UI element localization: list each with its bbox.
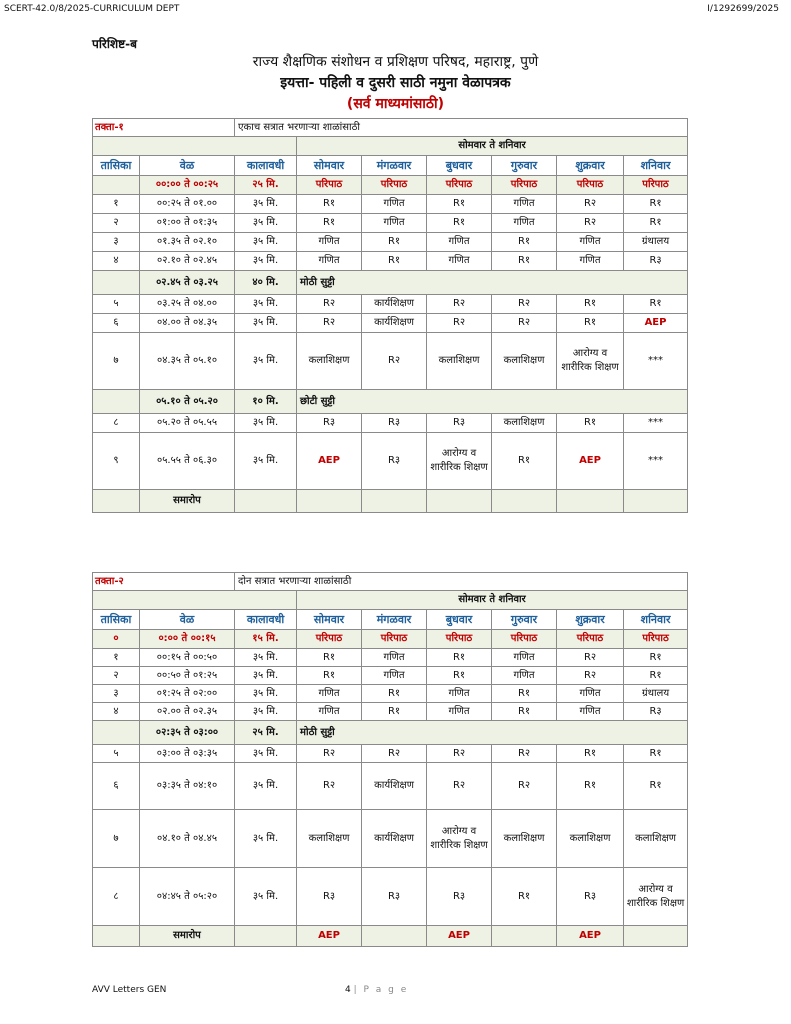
empty-cell <box>93 137 297 156</box>
day-cell: R२ <box>297 763 362 810</box>
table-caption: दोन सत्रात भरणाऱ्या शाळांसाठी <box>235 573 688 591</box>
day-cell <box>362 926 427 947</box>
day-cell: गणित <box>427 252 492 271</box>
day-cell: R२ <box>427 295 492 314</box>
day-cell: गणित <box>362 195 427 214</box>
closing-label: समारोप <box>140 926 235 947</box>
day-cell: R३ <box>297 414 362 433</box>
empty-cell <box>235 490 297 513</box>
break-label: मोठी सुट्टी <box>297 721 688 745</box>
day-cell: परिपाठ <box>492 176 557 195</box>
period-duration: ३५ मि. <box>235 214 297 233</box>
doc-inward-number: I/1292699/2025 <box>707 4 779 14</box>
day-cell: गणित <box>557 233 624 252</box>
day-cell: परिपाठ <box>624 176 688 195</box>
day-cell: R२ <box>362 745 427 763</box>
table-label: तक्ता-२ <box>93 573 235 591</box>
day-cell: R२ <box>297 314 362 333</box>
day-cell: R१ <box>624 667 688 685</box>
break-duration: २५ मि. <box>235 721 297 745</box>
page-label: | P a g e <box>353 985 409 995</box>
day-cell <box>427 490 492 513</box>
empty-cell <box>93 390 140 414</box>
period-number: ७ <box>93 810 140 868</box>
day-cell: R२ <box>557 195 624 214</box>
table-row <box>93 630 688 649</box>
day-cell: R३ <box>427 868 492 926</box>
table-row <box>93 763 688 810</box>
period-duration: ३५ मि. <box>235 233 297 252</box>
day-cell <box>492 926 557 947</box>
day-cell: गणित <box>492 195 557 214</box>
day-cell: R२ <box>557 667 624 685</box>
day-cell: *** <box>624 433 688 490</box>
column-header: सोमवार <box>297 156 362 176</box>
day-cell: कार्यशिक्षण <box>362 763 427 810</box>
table-caption: एकाच सत्रात भरणाऱ्या शाळांसाठी <box>235 119 688 137</box>
timetable-1 <box>92 118 688 513</box>
day-cell: *** <box>624 333 688 390</box>
day-cell: R१ <box>624 649 688 667</box>
period-duration: ३५ मि. <box>235 649 297 667</box>
period-number: ४ <box>93 703 140 721</box>
column-header: शुक्रवार <box>557 610 624 630</box>
period-number: ३ <box>93 685 140 703</box>
period-duration: ३५ मि. <box>235 745 297 763</box>
empty-cell <box>93 926 140 947</box>
period-duration: ३५ मि. <box>235 195 297 214</box>
day-cell: AEP <box>557 926 624 947</box>
day-cell: गणित <box>557 252 624 271</box>
column-header: कालावधी <box>235 156 297 176</box>
day-cell: R२ <box>492 763 557 810</box>
period-time: ०४:४५ ते ०५:२० <box>140 868 235 926</box>
day-cell: आरोग्य व शारीरिक शिक्षण <box>427 433 492 490</box>
table-row <box>93 745 688 763</box>
day-cell: AEP <box>297 926 362 947</box>
table-row <box>93 271 688 295</box>
day-cell <box>297 490 362 513</box>
column-header: गुरुवार <box>492 156 557 176</box>
break-duration: ४० मि. <box>235 271 297 295</box>
period-duration: ३५ मि. <box>235 295 297 314</box>
day-cell: परिपाठ <box>362 176 427 195</box>
day-cell: R३ <box>297 868 362 926</box>
period-number: ७ <box>93 333 140 390</box>
period-duration: ३५ मि. <box>235 667 297 685</box>
day-cell: AEP <box>557 433 624 490</box>
break-time: ०२:३५ ते ०३:०० <box>140 721 235 745</box>
day-cell: कलाशिक्षण <box>624 810 688 868</box>
period-duration: ३५ मि. <box>235 763 297 810</box>
period-number: ५ <box>93 295 140 314</box>
day-cell: गणित <box>362 667 427 685</box>
day-cell: ग्रंथालय <box>624 233 688 252</box>
table-row <box>93 433 688 490</box>
period-duration: ३५ मि. <box>235 252 297 271</box>
period-number: ६ <box>93 314 140 333</box>
appendix-label: परिशिष्ट-ब <box>92 37 137 51</box>
day-cell: R३ <box>362 868 427 926</box>
day-cell: कलाशिक्षण <box>297 333 362 390</box>
day-cell: R२ <box>297 745 362 763</box>
day-cell: R१ <box>492 433 557 490</box>
period-time: ०५.५५ ते ०६.३० <box>140 433 235 490</box>
period-duration: ३५ मि. <box>235 685 297 703</box>
period-duration: ३५ मि. <box>235 433 297 490</box>
period-time: ०४.०० ते ०४.३५ <box>140 314 235 333</box>
day-cell: गणित <box>492 214 557 233</box>
table-row <box>93 214 688 233</box>
day-cell: कलाशिक्षण <box>492 810 557 868</box>
table-row <box>93 233 688 252</box>
day-cell: R३ <box>427 414 492 433</box>
day-cell: कार्यशिक्षण <box>362 810 427 868</box>
period-time: ०१:०० ते ०१:३५ <box>140 214 235 233</box>
day-cell: कलाशिक्षण <box>492 333 557 390</box>
period-number: २ <box>93 667 140 685</box>
column-header: तासिका <box>93 156 140 176</box>
day-cell: AEP <box>427 926 492 947</box>
day-cell: आरोग्य व शारीरिक शिक्षण <box>557 333 624 390</box>
day-cell: R१ <box>492 252 557 271</box>
day-cell: परिपाठ <box>624 630 688 649</box>
empty-cell <box>93 271 140 295</box>
day-cell: गणित <box>427 685 492 703</box>
period-time: ०४.३५ ते ०५.१० <box>140 333 235 390</box>
day-cell: *** <box>624 414 688 433</box>
day-cell: कलाशिक्षण <box>557 810 624 868</box>
day-cell: गणित <box>362 214 427 233</box>
day-cell: R१ <box>557 414 624 433</box>
table-row <box>93 176 688 195</box>
day-cell: R१ <box>557 745 624 763</box>
day-cell: R१ <box>297 667 362 685</box>
day-cell: R२ <box>427 745 492 763</box>
day-cell <box>557 490 624 513</box>
day-cell: R१ <box>624 745 688 763</box>
column-header: वेळ <box>140 156 235 176</box>
page-number <box>345 985 408 995</box>
day-cell: R१ <box>557 314 624 333</box>
days-range-label: सोमवार ते शनिवार <box>297 591 688 610</box>
day-cell: R१ <box>427 649 492 667</box>
day-cell: R१ <box>624 195 688 214</box>
period-time: ०१.३५ ते ०२.१० <box>140 233 235 252</box>
day-cell: AEP <box>297 433 362 490</box>
day-cell: R१ <box>427 195 492 214</box>
day-cell: परिपाठ <box>557 630 624 649</box>
day-cell: गणित <box>557 703 624 721</box>
column-header: मंगळवार <box>362 156 427 176</box>
day-cell: गणित <box>297 252 362 271</box>
day-cell: कलाशिक्षण <box>427 333 492 390</box>
day-cell: गणित <box>492 649 557 667</box>
day-cell: परिपाठ <box>557 176 624 195</box>
day-cell: R१ <box>362 685 427 703</box>
org-title: राज्य शैक्षणिक संशोधन व प्रशिक्षण परिषद, महाराष्ट्र, पुणे <box>252 54 539 70</box>
day-cell: परिपाठ <box>492 630 557 649</box>
timetable-subtitle: (सर्व माध्यमांसाठी) <box>346 96 445 112</box>
day-cell: R३ <box>624 252 688 271</box>
day-cell: R१ <box>492 703 557 721</box>
table-row <box>93 868 688 926</box>
day-cell: R२ <box>427 763 492 810</box>
period-number: ३ <box>93 233 140 252</box>
column-header: कालावधी <box>235 610 297 630</box>
day-cell: गणित <box>297 685 362 703</box>
period-duration: ३५ मि. <box>235 810 297 868</box>
period-number: १ <box>93 649 140 667</box>
table-row <box>93 314 688 333</box>
table-row <box>93 926 688 947</box>
day-cell: R२ <box>427 314 492 333</box>
table-label: तक्ता-१ <box>93 119 235 137</box>
period-duration: २५ मि. <box>235 176 297 195</box>
day-cell: R१ <box>297 649 362 667</box>
page-num: 4 <box>345 985 351 995</box>
day-cell <box>624 490 688 513</box>
timetable-title: इयत्ता- पहिली व दुसरी साठी नमुना वेळापत्रक <box>280 75 511 91</box>
table-row <box>93 333 688 390</box>
period-time: ००:०० ते ००:२५ <box>140 176 235 195</box>
day-cell: गणित <box>297 233 362 252</box>
days-range-label: सोमवार ते शनिवार <box>297 137 688 156</box>
table-row <box>93 490 688 513</box>
period-time: ०४.१० ते ०४.४५ <box>140 810 235 868</box>
table-row <box>93 667 688 685</box>
day-cell: R१ <box>297 195 362 214</box>
day-cell: R२ <box>492 745 557 763</box>
table-row <box>93 252 688 271</box>
day-cell: R१ <box>492 233 557 252</box>
period-duration: ३५ मि. <box>235 333 297 390</box>
day-cell: ग्रंथालय <box>624 685 688 703</box>
period-time: ०३.२५ ते ०४.०० <box>140 295 235 314</box>
day-cell: R३ <box>624 703 688 721</box>
column-header: वेळ <box>140 610 235 630</box>
column-header: तासिका <box>93 610 140 630</box>
period-number: ८ <box>93 868 140 926</box>
day-cell: R२ <box>297 295 362 314</box>
period-time: ०३:०० ते ०३:३५ <box>140 745 235 763</box>
period-number <box>93 176 140 195</box>
timetable-2 <box>92 572 688 947</box>
period-duration: ३५ मि. <box>235 703 297 721</box>
column-header: शनिवार <box>624 610 688 630</box>
column-header: बुधवार <box>427 610 492 630</box>
period-number: ६ <box>93 763 140 810</box>
period-time: ०३:३५ ते ०४:१० <box>140 763 235 810</box>
day-cell: R१ <box>427 214 492 233</box>
table-row <box>93 649 688 667</box>
day-cell: गणित <box>427 233 492 252</box>
day-cell: R१ <box>362 252 427 271</box>
day-cell: R१ <box>492 868 557 926</box>
column-header: शुक्रवार <box>557 156 624 176</box>
day-cell <box>492 490 557 513</box>
column-header: मंगळवार <box>362 610 427 630</box>
day-cell: कलाशिक्षण <box>492 414 557 433</box>
break-duration: १० मि. <box>235 390 297 414</box>
table-row <box>93 810 688 868</box>
day-cell: R१ <box>492 685 557 703</box>
break-label: छोटी सुट्टी <box>297 390 688 414</box>
footer-left: AVV Letters GEN <box>92 985 167 995</box>
period-duration: ३५ मि. <box>235 414 297 433</box>
day-cell: आरोग्य व शारीरिक शिक्षण <box>427 810 492 868</box>
day-cell: R२ <box>492 314 557 333</box>
day-cell: R१ <box>624 295 688 314</box>
day-cell: कार्यशिक्षण <box>362 314 427 333</box>
period-number: ० <box>93 630 140 649</box>
day-cell: गणित <box>362 649 427 667</box>
day-cell: R२ <box>362 333 427 390</box>
day-cell: R३ <box>557 868 624 926</box>
day-cell: गणित <box>297 703 362 721</box>
day-cell: R१ <box>624 214 688 233</box>
table-row <box>93 390 688 414</box>
day-cell: R१ <box>557 763 624 810</box>
day-cell: R२ <box>492 295 557 314</box>
day-cell: परिपाठ <box>297 630 362 649</box>
day-cell: गणित <box>557 685 624 703</box>
day-cell: R१ <box>297 214 362 233</box>
day-cell <box>362 490 427 513</box>
column-header: शनिवार <box>624 156 688 176</box>
empty-cell <box>93 721 140 745</box>
empty-cell <box>235 926 297 947</box>
period-number: १ <box>93 195 140 214</box>
day-cell: R१ <box>557 295 624 314</box>
day-cell: R१ <box>362 703 427 721</box>
closing-label: समारोप <box>140 490 235 513</box>
period-time: ०:०० ते ००:१५ <box>140 630 235 649</box>
day-cell: परिपाठ <box>297 176 362 195</box>
break-time: ०५.१० ते ०५.२० <box>140 390 235 414</box>
day-cell: R३ <box>362 414 427 433</box>
period-duration: १५ मि. <box>235 630 297 649</box>
period-number: २ <box>93 214 140 233</box>
period-time: ००:२५ ते ०१.०० <box>140 195 235 214</box>
column-header: सोमवार <box>297 610 362 630</box>
period-number: ९ <box>93 433 140 490</box>
period-time: ०५.२० ते ०५.५५ <box>140 414 235 433</box>
table-row <box>93 703 688 721</box>
break-label: मोठी सुट्टी <box>297 271 688 295</box>
period-duration: ३५ मि. <box>235 868 297 926</box>
empty-cell <box>93 490 140 513</box>
period-time: ००:५० ते ०१:२५ <box>140 667 235 685</box>
period-number: ८ <box>93 414 140 433</box>
day-cell: कलाशिक्षण <box>297 810 362 868</box>
day-cell: AEP <box>624 314 688 333</box>
day-cell: R१ <box>624 763 688 810</box>
day-cell: R१ <box>362 233 427 252</box>
day-cell: आरोग्य व शारीरिक शिक्षण <box>624 868 688 926</box>
empty-cell <box>93 591 297 610</box>
day-cell: R२ <box>557 214 624 233</box>
day-cell: परिपाठ <box>427 176 492 195</box>
column-header: गुरुवार <box>492 610 557 630</box>
break-time: ०२.४५ ते ०३.२५ <box>140 271 235 295</box>
period-time: ०२.१० ते ०२.४५ <box>140 252 235 271</box>
day-cell: कार्यशिक्षण <box>362 295 427 314</box>
period-time: ००:१५ ते ००:५० <box>140 649 235 667</box>
day-cell: R१ <box>427 667 492 685</box>
table-row <box>93 195 688 214</box>
period-number: ४ <box>93 252 140 271</box>
table-row <box>93 721 688 745</box>
doc-reference: SCERT-42.0/8/2025-CURRICULUM DEPT <box>4 4 180 14</box>
day-cell: गणित <box>492 667 557 685</box>
table-row <box>93 685 688 703</box>
day-cell: परिपाठ <box>362 630 427 649</box>
table-row <box>93 414 688 433</box>
day-cell: R२ <box>557 649 624 667</box>
day-cell <box>624 926 688 947</box>
table-row <box>93 295 688 314</box>
day-cell: गणित <box>427 703 492 721</box>
column-header: बुधवार <box>427 156 492 176</box>
day-cell: परिपाठ <box>427 630 492 649</box>
period-time: ०२.०० ते ०२.३५ <box>140 703 235 721</box>
period-duration: ३५ मि. <box>235 314 297 333</box>
period-number: ५ <box>93 745 140 763</box>
day-cell: R३ <box>362 433 427 490</box>
period-time: ०१:२५ ते ०२:०० <box>140 685 235 703</box>
